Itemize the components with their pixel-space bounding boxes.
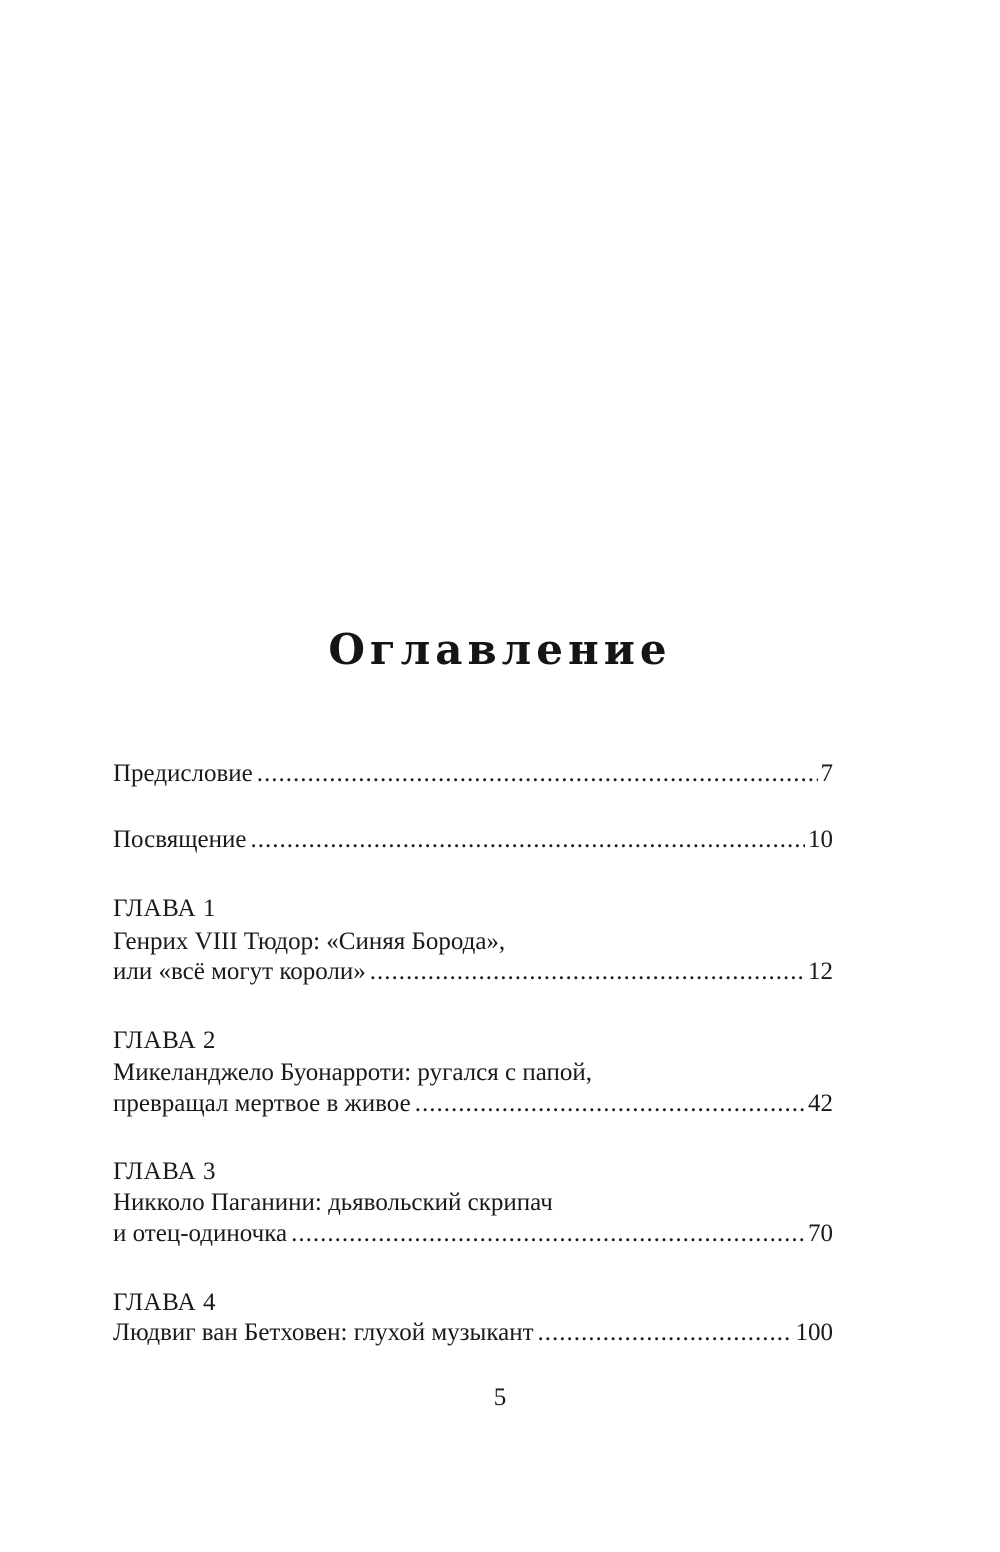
- toc-entry-page: 12: [808, 958, 833, 985]
- dot-leader: [257, 757, 818, 791]
- toc-entry-dedication: [113, 823, 833, 857]
- dot-leader: [250, 823, 805, 857]
- toc-entry-title: Людвиг ван Бетховен: глухой музыкант: [113, 1319, 534, 1346]
- toc-entry-page: 100: [795, 1319, 833, 1346]
- dot-leader: [538, 1316, 793, 1350]
- page-folio: 5: [493, 1384, 507, 1411]
- chapter-3-label: ГЛАВА 3: [113, 1158, 216, 1185]
- toc-entry-title: Предисловие: [113, 760, 253, 787]
- toc-entry-title: превращал мертвое в живое: [113, 1090, 411, 1117]
- toc-entry-page: 42: [808, 1090, 833, 1117]
- chapter-4-label: ГЛАВА 4: [113, 1289, 216, 1316]
- chapter-1-title-line1: Генрих VIII Тюдор: «Синяя Борода»,: [113, 928, 506, 955]
- chapter-1-label: ГЛАВА 1: [113, 895, 216, 922]
- dot-leader: [370, 955, 805, 989]
- toc-entry-chapter-1: [113, 955, 833, 989]
- toc-heading: Оглавление: [328, 625, 672, 674]
- toc-entry-chapter-4: [113, 1316, 833, 1350]
- toc-entry-title: или «всё могут короли»: [113, 958, 366, 985]
- toc-entry-title: и отец-одиночка: [113, 1220, 288, 1247]
- toc-entry-page: 10: [808, 826, 833, 853]
- toc-entry-page: 70: [808, 1220, 833, 1247]
- toc-entry-page: 7: [820, 760, 833, 787]
- chapter-3-title-line1: Никколо Паганини: дьявольский скрипач: [113, 1189, 553, 1216]
- toc-entry-title: Посвящение: [113, 826, 247, 853]
- chapter-2-title-line1: Микеланджело Буонарроти: ругался с папой,: [113, 1059, 592, 1086]
- toc-entry-chapter-2: [113, 1087, 833, 1121]
- toc-entry-preface: [113, 757, 833, 791]
- toc-entry-chapter-3: [113, 1217, 833, 1251]
- chapter-2-label: ГЛАВА 2: [113, 1027, 216, 1054]
- dot-leader: [291, 1217, 805, 1251]
- dot-leader: [415, 1087, 805, 1121]
